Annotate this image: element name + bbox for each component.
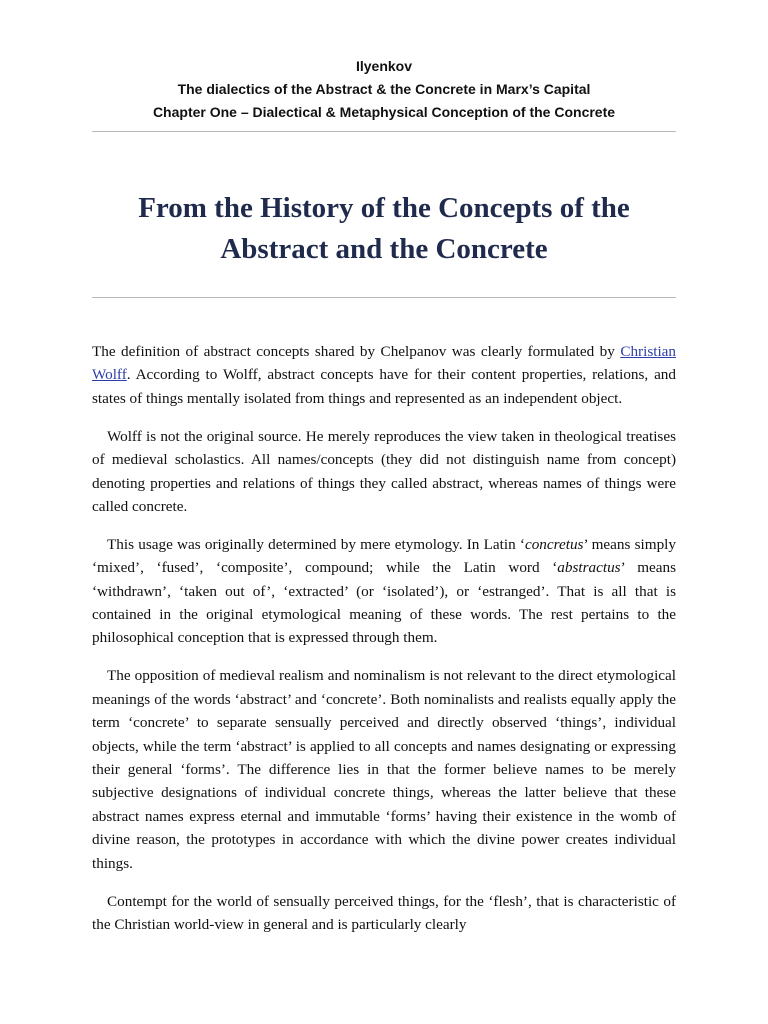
section-title — [92, 188, 676, 270]
title-divider — [92, 297, 676, 298]
body-text — [92, 340, 676, 936]
section-title-line-2: Abstract and the Concrete — [220, 233, 548, 265]
header-divider — [92, 131, 676, 132]
christian-wolff-link[interactable]: Christian Wolff — [92, 343, 676, 384]
header-book-title: The dialectics of the Abstract & the Concrete in Marx’s Capital — [177, 81, 591, 97]
paragraph-3 — [92, 533, 676, 650]
paragraph-1 — [92, 340, 676, 410]
term-concretus: concretus — [524, 535, 584, 553]
paragraph-1-text-b: . According to Wolff, abstract concepts have for their content properties, relations, and states of things mentally isolated from things and represented as an independent object. — [92, 366, 676, 407]
paragraph-5: Contempt for the world of sensually perceived things, for the ‘flesh’, that is characteristic of the Christian world-view in general and is particularly clearly — [92, 892, 676, 933]
paragraph-4: The opposition of medieval realism and nominalism is not relevant to the direct etymological meanings of the words ‘abstract’ and ‘concrete’. Both nominalists and realists equally apply the term ‘concrete’ to separate sensually perceived and directly observed ‘things’, individual objects, while the term ‘abstract’ is applied to all concepts and names designating or expressing their general ‘forms’. The difference lies in that the former believe names to be merely subjective designations of individual concrete things, whereas the latter believe that these abstract names express eternal and immutable ‘forms’ having their existence in the womb of divine reason, the prototypes in accordance with which the divine power creates individual things. — [92, 667, 676, 872]
term-abstractus: abstractus — [557, 559, 621, 577]
section-title-line-1: From the History of the Concepts of the — [138, 192, 630, 224]
paragraph-3-text-b: ’ means simply ‘mixed’, ‘fused’, ‘composite’, compound; while the Latin word ‘ — [92, 535, 676, 577]
header-author: Ilyenkov — [355, 58, 413, 74]
paragraph-2: Wolff is not the original source. He merely reproduces the view taken in theological treatises of medieval scholastics. All names/concepts (they did not distinguish name from concept) denoting properties and relations of things they called abstract, whereas names of things were called concrete. — [92, 427, 676, 515]
paragraph-3-text-c: ’ means ‘withdrawn’, ‘taken out of’, ‘extracted’ (or ‘isolated’), or ‘estranged’. That is all that is contained in the original etymological meaning of these words. The rest pertains to the philosophical conception that is expressed through them. — [92, 559, 676, 647]
running-header — [92, 0, 676, 124]
paragraph-3-text-a: This usage was originally determined by mere etymology. In Latin ‘ — [107, 535, 525, 553]
paragraph-1-text-a: The definition of abstract concepts shared by Chelpanov was clearly formulated by — [92, 343, 621, 360]
header-chapter: Chapter One – Dialectical & Metaphysical Conception of the Concrete — [152, 104, 616, 120]
